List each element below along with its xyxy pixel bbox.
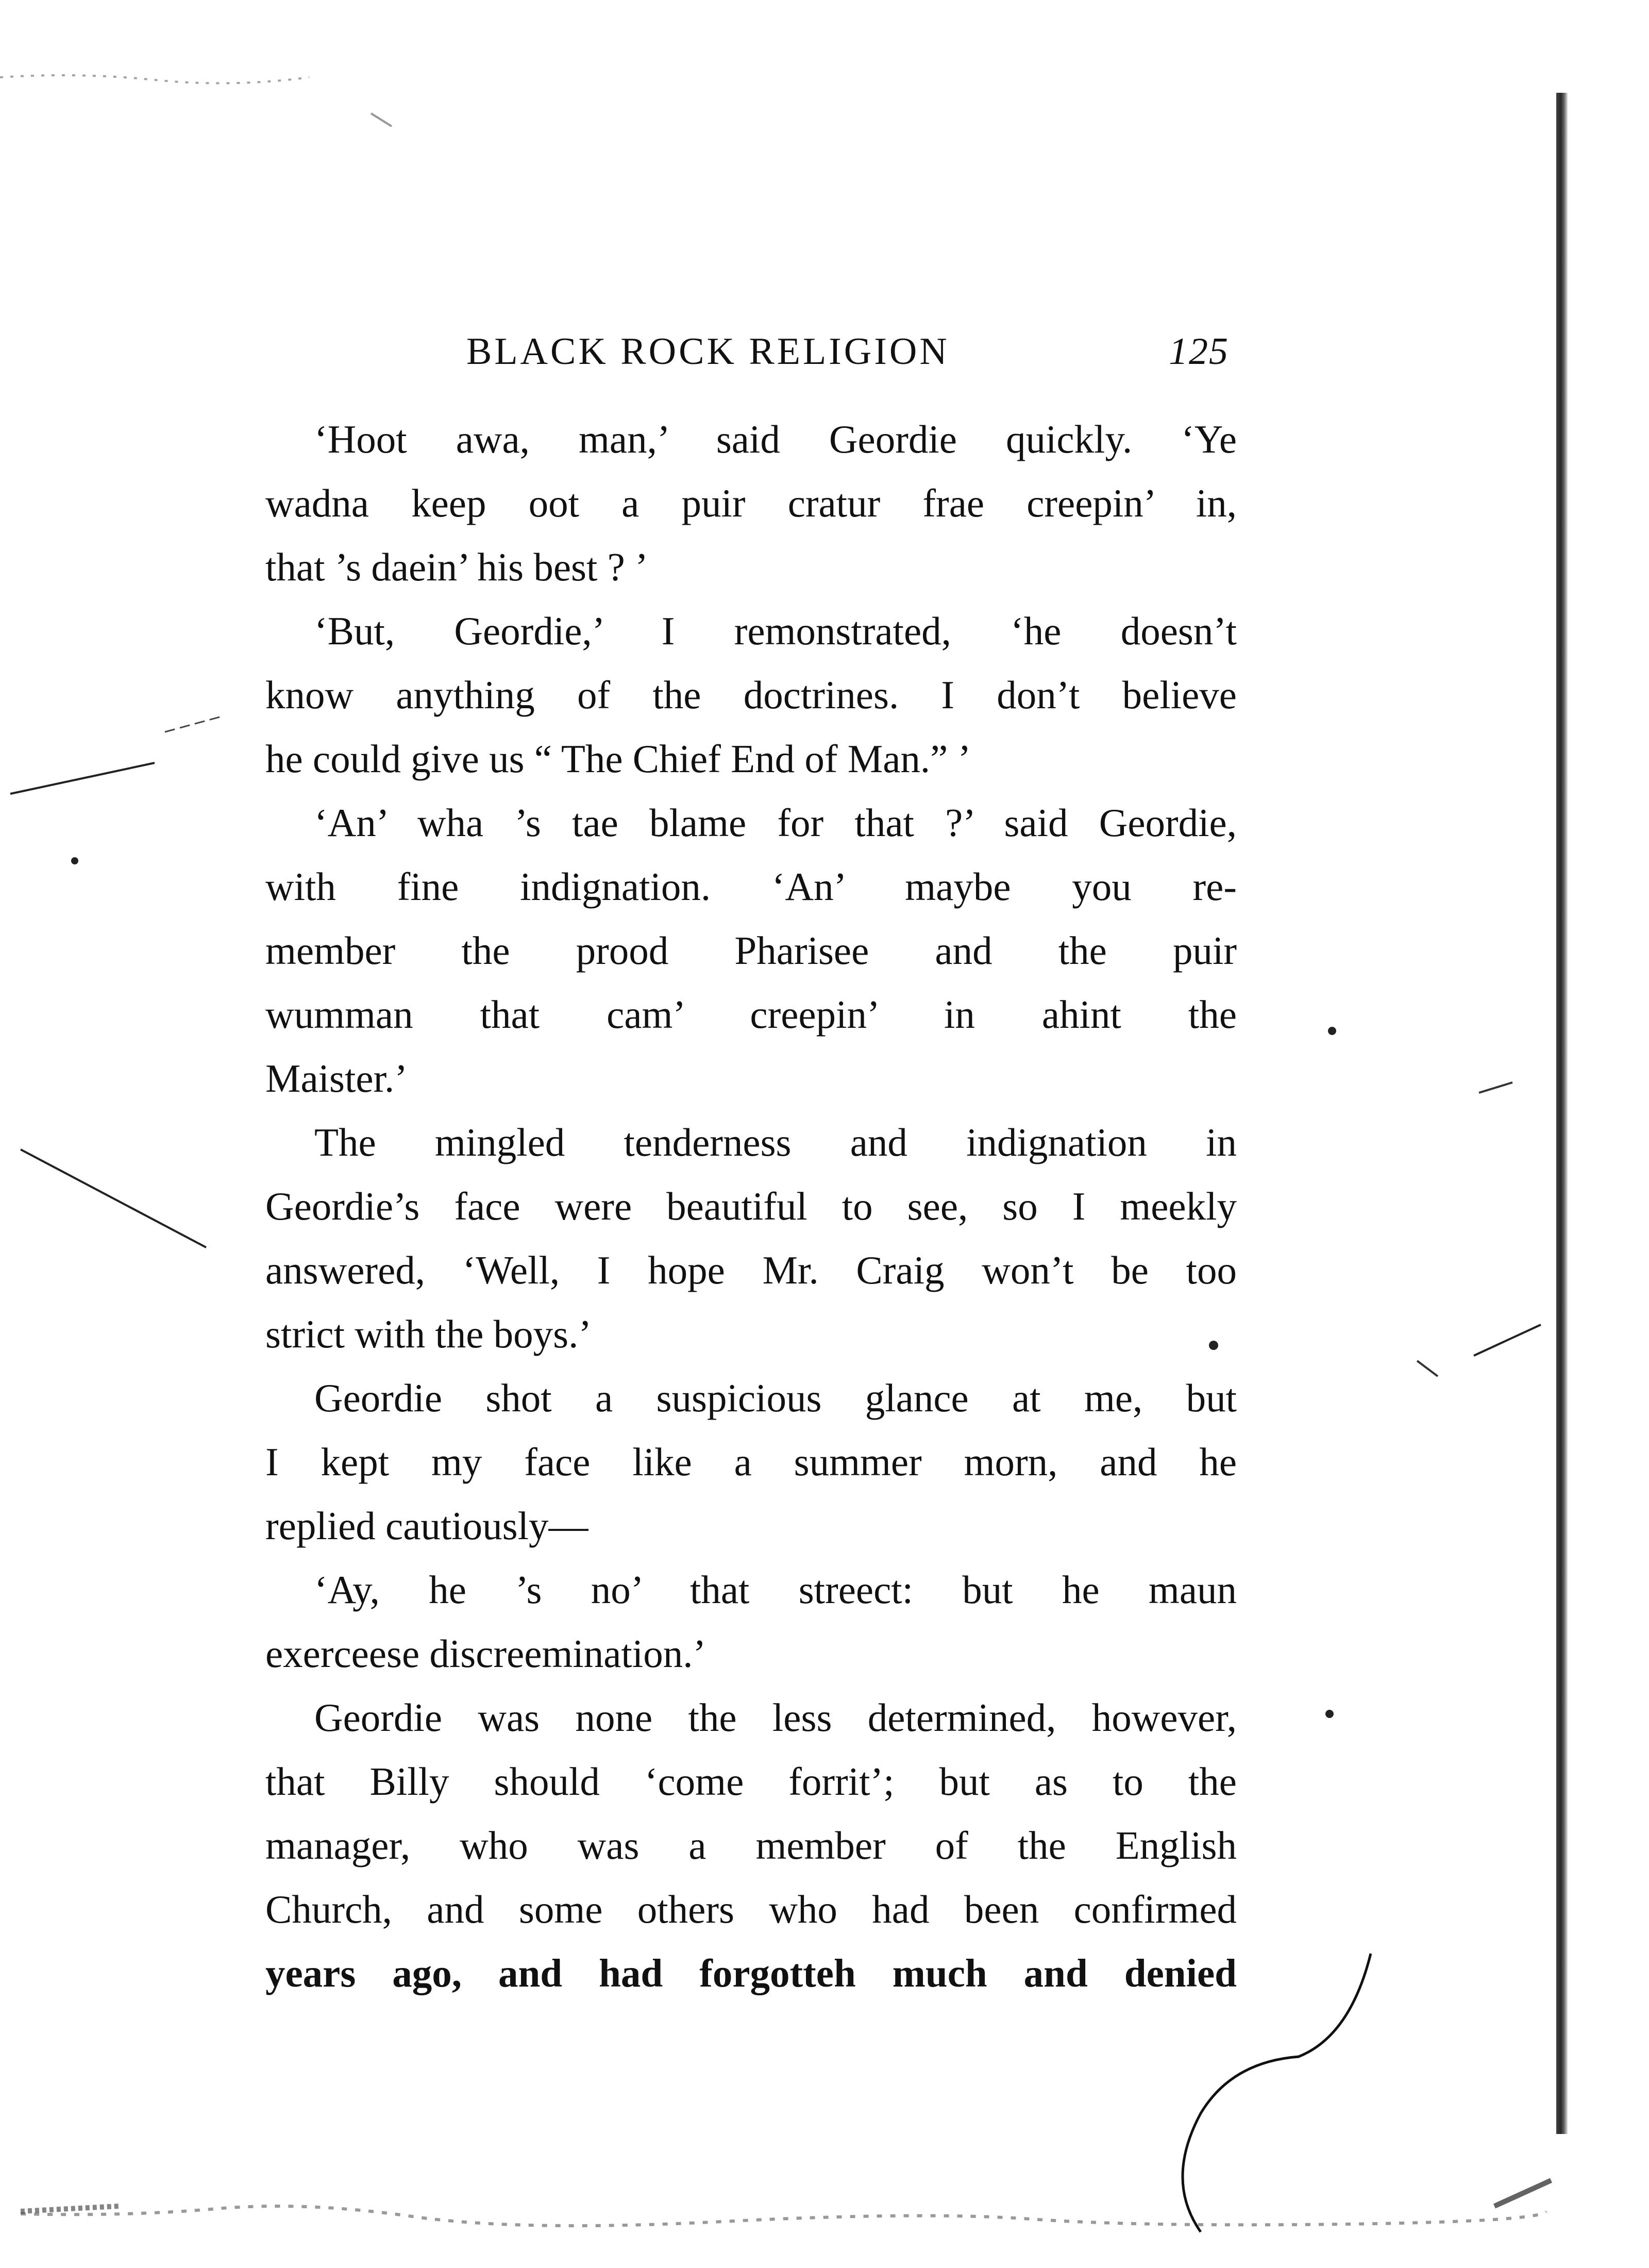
text-line: manager, who was a member of the English — [265, 1823, 1237, 1867]
page-binding-edge — [1556, 93, 1568, 2134]
text-line: with fine indignation. ‘An’ maybe you re- — [265, 864, 1237, 909]
text-line: ‘Ay, he ’s no’ that streect: but he maun — [314, 1567, 1237, 1612]
running-title: BLACK ROCK RELIGION — [466, 330, 950, 373]
text-line: Church, and some others who had been confirmed — [265, 1887, 1237, 1931]
text-line: he could give us “ The Chief End of Man.” ’ — [265, 737, 971, 781]
text-line: replied cautiously— — [265, 1504, 588, 1548]
text-line: Geordie’s face were beautiful to see, so I meekly — [265, 1184, 1237, 1228]
text-line: I kept my face like a summer morn, and he — [265, 1440, 1237, 1484]
text-line: years ago, and had forgotteh much and denied — [265, 1951, 1237, 1995]
text-line: Geordie shot a suspicious glance at me, but — [314, 1376, 1237, 1420]
body-text — [265, 407, 1237, 2005]
text-line: wadna keep oot a puir cratur frae creepin’ in, — [265, 481, 1237, 525]
text-line: member the prood Pharisee and the puir — [265, 928, 1237, 973]
text-line: strict with the boys.’ — [265, 1312, 592, 1356]
text-line: Geordie was none the less determined, however, — [314, 1695, 1237, 1740]
text-line: The mingled tenderness and indignation in — [314, 1120, 1237, 1164]
text-line: answered, ‘Well, I hope Mr. Craig won’t be too — [265, 1248, 1237, 1292]
text-line: know anything of the doctrines. I don’t believe — [265, 673, 1237, 717]
running-header — [466, 330, 1229, 381]
text-line: that ’s daein’ his best ? ’ — [265, 545, 648, 589]
text-line: that Billy should ‘come forrit’; but as to the — [265, 1759, 1237, 1804]
text-line: Maister.’ — [265, 1056, 408, 1100]
text-line: exerceese discreemination.’ — [265, 1631, 706, 1676]
text-line: ‘But, Geordie,’ I remonstrated, ‘he doesn’t — [314, 609, 1237, 653]
text-line: wumman that cam’ creepin’ in ahint the — [265, 992, 1237, 1037]
text-line: ‘Hoot awa, man,’ said Geordie quickly. ‘Ye — [314, 417, 1237, 461]
text-line: ‘An’ wha ’s tae blame for that ?’ said Geordie, — [314, 801, 1237, 845]
page-number: 125 — [1169, 330, 1229, 373]
